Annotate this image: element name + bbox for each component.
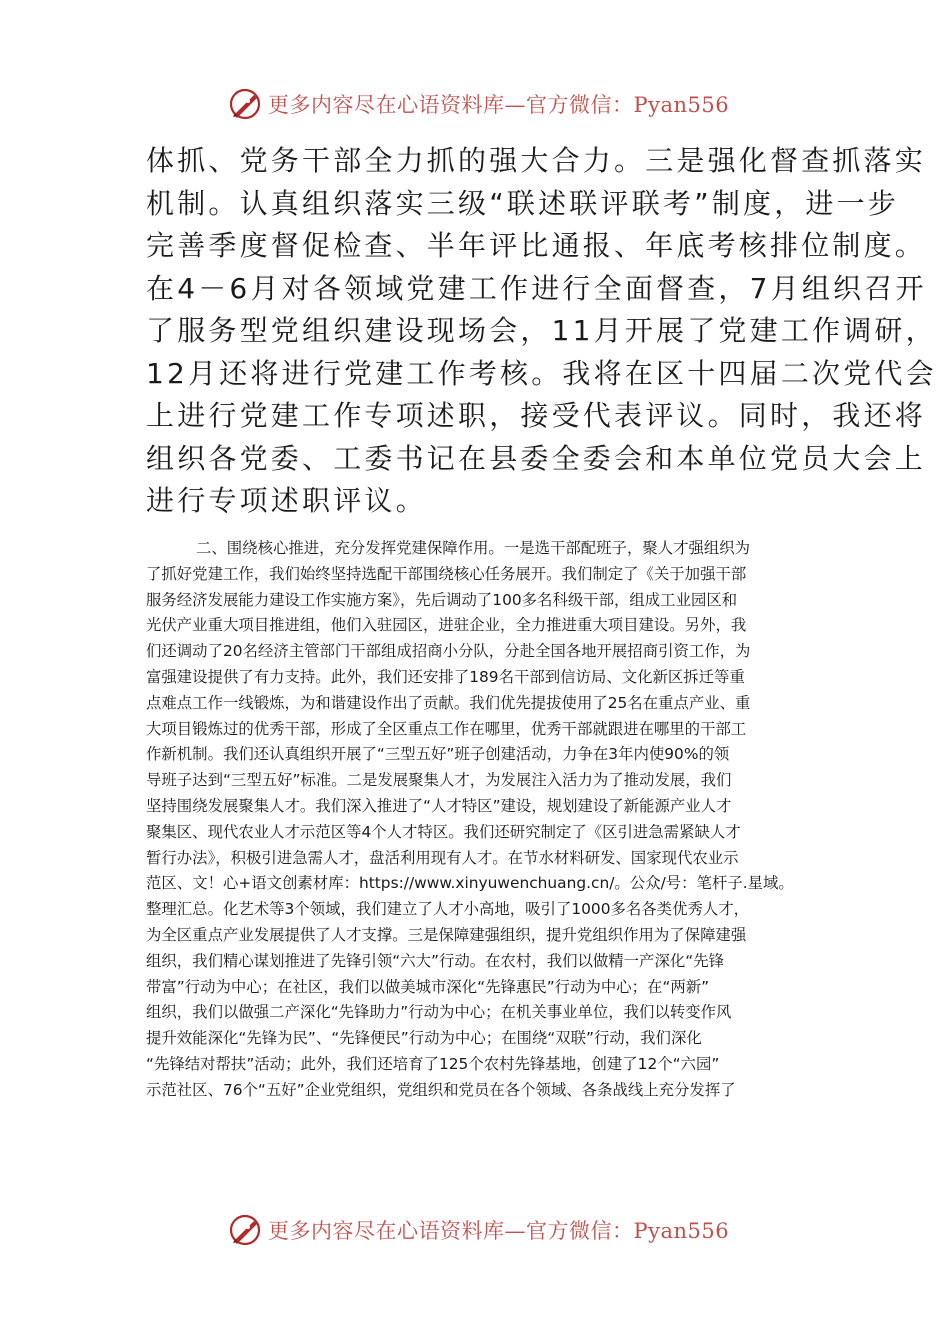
- body-paragraph-line: 为全区重点产业发展提供了人才支撑。三是保障建强组织，提升党组织作用为了保障建强: [146, 925, 747, 944]
- footer-banner-text: 更多内容尽在心语资料库—官方微信：Pyan556: [268, 1219, 730, 1243]
- body-paragraph-line: 导班子达到“三型五好”标准。二是发展聚集人才，为发展注入活力为了推动发展，我们: [146, 771, 732, 790]
- footer-banner: [228, 1210, 728, 1250]
- pen-logo-icon: [228, 1213, 262, 1247]
- body-paragraph-line: 坚持围绕发展聚集人才。我们深入推进了“人才特区”建设，规划建设了新能源产业人才: [146, 796, 732, 815]
- body-paragraph-line: 整理汇总。化艺术等3个领域，我们建立了人才小高地，吸引了1000多名各类优秀人才，: [146, 900, 750, 919]
- large-paragraph-line: 12月还将进行党建工作考核。我将在区十四届二次党代会: [146, 356, 937, 390]
- header-banner-text: 更多内容尽在心语资料库—官方微信：Pyan556: [268, 93, 730, 117]
- body-paragraph-line: 提升效能深化“先锋为民”、“先锋便民”行动为中心；在围绕“双联”行动，我们深化: [146, 1029, 702, 1048]
- body-paragraph-line: 暂行办法》，积极引进急需人才，盘活利用现有人才。在节水材料研发、国家现代农业示: [146, 848, 739, 867]
- large-paragraph-line: 体抓、党务干部全力抓的强大合力。三是强化督查抓落实: [146, 144, 927, 177]
- large-paragraph-line: 完善季度督促检查、半年评比通报、年底考核排位制度。: [146, 229, 927, 262]
- body-paragraph: [146, 536, 810, 1104]
- header-banner: [228, 84, 728, 124]
- body-paragraph-line: 了抓好党建工作，我们始终坚持选配干部围绕核心任务展开。我们制定了《关于加强干部: [146, 564, 747, 583]
- body-paragraph-line: 带富”行动为中心；在社区，我们以做美城市深化“先锋惠民”行动为中心；在“两新”: [146, 977, 710, 996]
- body-paragraph-line: 们还调动了20名经济主管部门干部组成招商小分队，分赴全国各地开展招商引资工作，为: [146, 642, 751, 661]
- body-paragraph-line: 示范社区、76个“五好”企业党组织，党组织和党员在各个领域、各条战线上充分发挥了: [146, 1080, 736, 1099]
- large-paragraph-line: 上进行党建工作专项述职，接受代表评议。同时，我还将: [146, 399, 927, 432]
- body-paragraph-line: 大项目锻炼过的优秀干部，形成了全区重点工作在哪里，优秀干部就跟进在哪里的干部工: [146, 719, 747, 738]
- body-paragraph-line: 光伏产业重大项目推进组，他们入驻园区，进驻企业，全力推进重大项目建设。另外，我: [146, 616, 747, 635]
- large-paragraph-line: 在4－6月对各领域党建工作进行全面督查，7月组织召开: [146, 271, 927, 305]
- body-paragraph-line: 作新机制。我们还认真组织开展了“三型五好”班子创建活动，力争在3年内使90%的领: [146, 745, 730, 764]
- body-paragraph-line: 范区、文！心+语文创素材库：https://www.xinyuwenchuang.cn/。公众/号：笔杆子.星域。: [146, 874, 794, 893]
- body-paragraph-line: 组织，我们以做强二产深化“先锋助力”行动为中心；在机关事业单位，我们以转变作风: [146, 1003, 732, 1022]
- large-paragraph-line: 了服务型党组织建设现场会，11月开展了党建工作调研，: [146, 314, 937, 347]
- body-paragraph-line: “先锋结对帮扶”活动；此外，我们还培育了125个农村先锋基地，创建了12个“六园”: [146, 1054, 720, 1073]
- body-paragraph-line: 二、围绕核心推进，充分发挥党建保障作用。一是选干部配班子，聚人才强组织为: [196, 539, 751, 557]
- body-paragraph-line: 服务经济发展能力建设工作实施方案》，先后调动了100多名科级干部，组成工业园区和: [146, 590, 738, 609]
- large-paragraph-line: 组织各党委、工委书记在县委全委会和本单位党员大会上: [146, 441, 927, 475]
- body-paragraph-line: 组织，我们精心谋划推进了先锋引领“六大”行动。在农村，我们以做精一产深化“先锋: [146, 951, 724, 970]
- body-paragraph-line: 点难点工作一线锻炼，为和谐建设作出了贡献。我们优先提拔使用了25名在重点产业、重: [146, 693, 751, 712]
- body-paragraph-line: 聚集区、现代农业人才示范区等4个人才特区。我们还研究制定了《区引进急需紧缺人才: [146, 822, 741, 841]
- body-paragraph-line: 富强建设提供了有力支持。此外，我们还安排了189名干部到信访局、文化新区拆迁等重: [146, 667, 745, 686]
- large-paragraph-line: 机制。认真组织落实三级“联述联评联考”制度，进一步: [146, 186, 900, 220]
- large-paragraph-line: 进行专项述职评议。: [146, 484, 427, 517]
- large-paragraph: [146, 140, 937, 523]
- pen-logo-icon: [228, 87, 262, 121]
